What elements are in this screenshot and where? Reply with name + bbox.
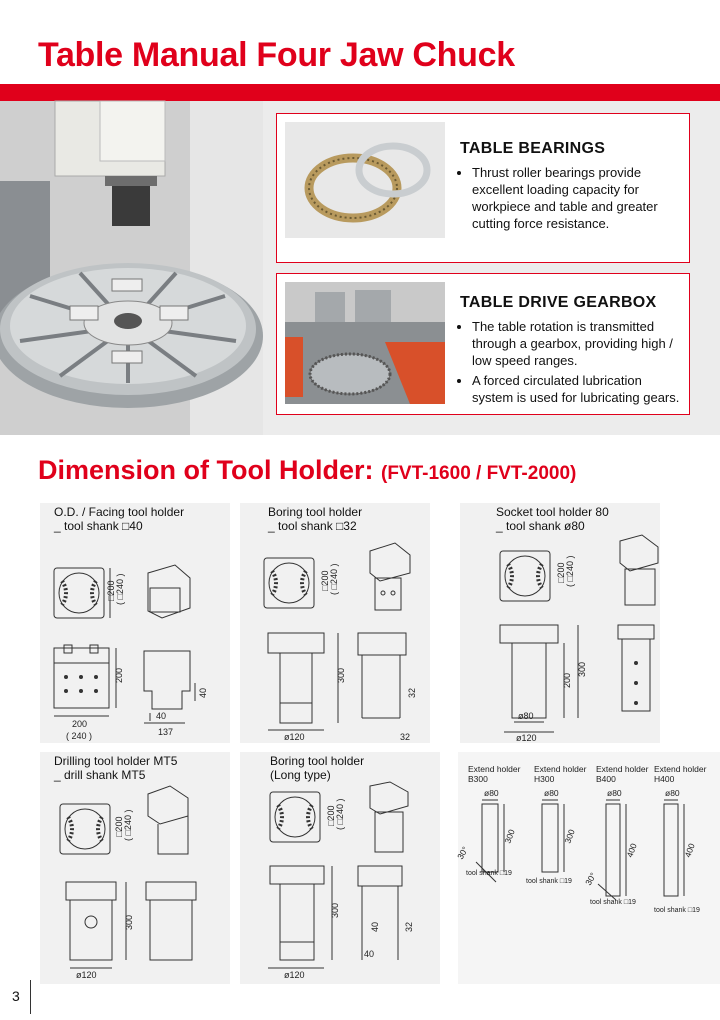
holder-panel-drilling [40,752,230,984]
section-models: (FVT-1600 / FVT-2000) [381,463,577,484]
dim-label: 300 [577,661,587,677]
dim-label: 300 [124,914,134,930]
od-facing-drawing [40,533,230,743]
dim-label: 200 [72,719,88,729]
dim-label: 32 [407,687,417,698]
extend-len: 300 [562,827,577,845]
dim-label: ø120 [516,733,537,743]
holder-panel-od-facing [40,503,230,743]
extend-holders-drawing [455,752,720,984]
extend-len: 300 [502,827,517,845]
dim-label: 300 [336,667,346,683]
feature-table-drive-gearbox [276,273,690,415]
bearing-photo [285,122,445,238]
extend-dia: ø80 [665,788,680,798]
holder-name: Drilling tool holder MT5 [54,754,178,768]
section-title-text: Dimension of Tool Holder: [38,455,374,485]
dim-label: ø80 [518,711,534,721]
drilling-drawing [40,782,230,984]
dim-label: 300 [330,902,340,918]
extend-code: B400 [596,774,616,784]
chuck-table-illustration [0,101,263,435]
dim-label: ( 240 ) [66,731,93,741]
dim-label: □200 [320,570,330,591]
page-number: 3 [12,988,20,1004]
dim-label: ( □240 ) [565,555,575,587]
holder-shank: _ tool shank □32 [268,519,357,533]
extend-name: Extend holder [596,764,649,774]
feature-bullet: • The table rotation is transmitted through a gearbox, providing high / low speed ranges. [472,318,682,369]
extend-code: B300 [468,774,488,784]
extend-shank: tool shank □19 [654,907,700,914]
holder-shank: _ tool shank ø80 [496,519,585,533]
extend-name: Extend holder [534,764,587,774]
extend-dia: ø80 [544,788,559,798]
dim-label: ø120 [284,970,305,980]
extend-len: 400 [682,841,697,859]
extend-angle: 30° [583,870,599,887]
dim-label: □200 [106,580,116,601]
dim-label: □200 [326,805,336,826]
extend-name: Extend holder [654,764,707,774]
boring-drawing [240,533,430,743]
dim-label: 200 [114,667,124,683]
page-title: Table Manual Four Jaw Chuck [38,36,515,74]
extend-dia: ø80 [607,788,622,798]
dim-label: 40 [198,687,208,698]
extend-angle: 30° [455,844,471,861]
feature-heading: TABLE DRIVE GEARBOX [460,294,657,311]
dim-label: ø120 [76,970,97,980]
dim-label: ( □240 ) [115,573,125,605]
holder-name: Boring tool holder [270,754,365,768]
dim-label: □200 [556,562,566,583]
extend-code: H400 [654,774,675,784]
holder-name: O.D. / Facing tool holder [54,505,185,519]
holder-panel-socket [460,503,660,743]
feature-heading: TABLE BEARINGS [460,140,606,157]
feature-table-bearings [276,113,690,263]
holder-panel-boring-long [240,752,440,984]
extend-shank: tool shank □19 [590,899,636,906]
dim-label: 200 [562,672,572,688]
boring-long-drawing [240,782,440,984]
extend-holders-panel [455,752,720,984]
dim-label: 40 [156,711,167,721]
feature-bullet: • Thrust roller bearings provide excellent loading capacity for workpiece and table and greater cutting force resistance. [472,164,682,232]
holder-name: Socket tool holder 80 [496,505,609,519]
gearbox-photo [285,282,445,404]
holder-panel-boring [240,503,430,743]
dim-label: 32 [404,921,414,932]
chuck-table-photo [0,101,263,435]
dim-label: 137 [158,727,174,737]
extend-len: 400 [624,841,639,859]
dim-label: □200 [114,816,124,837]
feature-bullet: • A forced circulated lubrication system is used for lubricating gears. [472,372,682,406]
socket-drawing [460,533,660,743]
extend-dia: ø80 [484,788,499,798]
dim-label: ( □240 ) [329,563,339,595]
dim-label: 40 [364,949,375,959]
holder-shank: _ drill shank MT5 [54,768,146,782]
holder-name: Boring tool holder [268,505,363,519]
section-title [38,455,576,486]
header-red-bar [0,84,720,101]
footer-rule [30,980,31,1014]
extend-name: Extend holder [468,764,521,774]
dim-label: ( □240 ) [335,798,345,830]
extend-shank: tool shank □19 [526,878,572,885]
dim-label: 32 [400,732,411,742]
holder-shank: _ tool shank □40 [54,519,143,533]
holder-shank: (Long type) [270,768,331,782]
dim-label: ø120 [284,732,305,742]
extend-code: H300 [534,774,555,784]
dim-label: 40 [370,921,380,932]
dim-label: ( □240 ) [123,809,133,841]
extend-shank: tool shank □19 [466,870,512,877]
